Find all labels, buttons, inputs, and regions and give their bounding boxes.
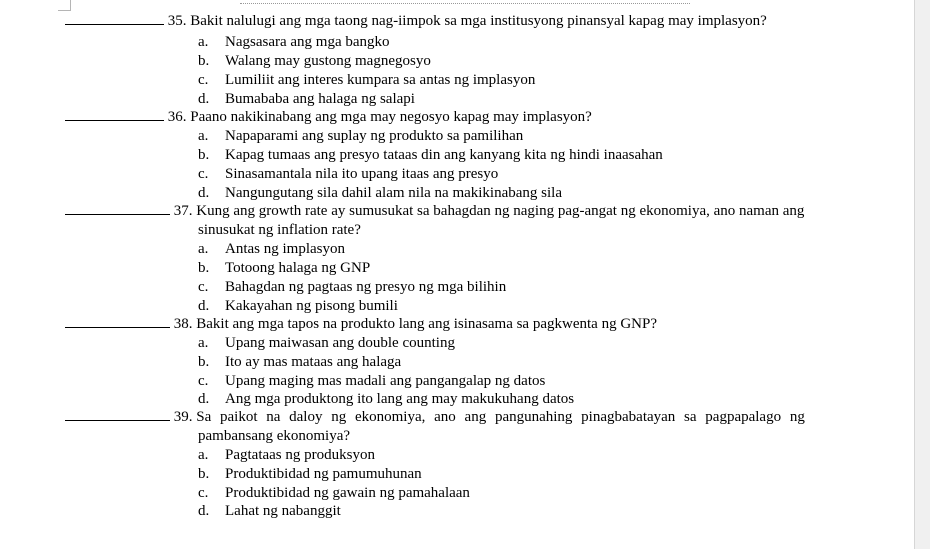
question-text: Bakit nalulugi ang mga taong nag-iimpok sa mga institusyong pinansyal kapag may implasyon? (190, 13, 767, 29)
option-letter: b. (198, 53, 210, 69)
option-letter: a. (198, 128, 209, 144)
option-letter: d. (198, 298, 210, 314)
option-36d (198, 184, 562, 202)
question-35 (65, 12, 767, 30)
option-letter: a. (198, 241, 209, 257)
option-text: Upang maiwasan ang double counting (225, 335, 455, 351)
option-text: Bumababa ang halaga ng salapi (225, 91, 415, 107)
option-letter: d. (198, 503, 210, 519)
option-letter: d. (198, 91, 210, 107)
option-38b (198, 353, 401, 371)
question-text: Paano nakikinabang ang mga may negosyo kapag may implasyon? (190, 109, 592, 125)
option-text: Napaparami ang suplay ng produkto sa pamilihan (225, 128, 524, 144)
option-letter: c. (198, 72, 209, 88)
option-text: Nangungutang sila dahil alam nila na makikinabang sila (225, 185, 562, 201)
option-letter: b. (198, 466, 210, 482)
option-text: Produktibidad ng gawain ng pamahalaan (225, 485, 470, 501)
option-letter: b. (198, 260, 210, 276)
option-39a (198, 446, 375, 464)
question-text: Sa paikot na daloy ng ekonomiya, ano ang pangunahing pinagbabatayan sa pagpapalago ng (196, 409, 805, 425)
option-letter: c. (198, 485, 209, 501)
option-35a (198, 33, 390, 51)
option-text: Nagsasara ang mga bangko (225, 34, 390, 50)
question-37-continuation: sinusukat ng inflation rate? (198, 222, 361, 238)
option-letter: a. (198, 34, 209, 50)
option-text: Produktibidad ng pamumuhunan (225, 466, 422, 482)
option-text: Lahat ng nabanggit (225, 503, 341, 519)
option-38d (198, 390, 574, 408)
option-letter: c. (198, 373, 209, 389)
option-35c (198, 71, 535, 89)
question-number: 35. (167, 13, 187, 29)
option-text: Pagtataas ng produksyon (225, 447, 375, 463)
option-39d (198, 502, 341, 520)
question-text: Kung ang growth rate ay sumusukat sa bahagdan ng naging pag-angat ng ekonomiya, ano naman ang (196, 203, 805, 219)
margin-corner-marker (58, 0, 71, 11)
option-37a (198, 240, 345, 258)
question-39 (65, 408, 860, 426)
answer-blank-39[interactable] (65, 408, 170, 421)
option-text: Ito ay mas mataas ang halaga (225, 354, 402, 370)
option-letter: a. (198, 447, 209, 463)
option-letter: c. (198, 166, 209, 182)
question-38 (65, 315, 657, 333)
option-36a (198, 127, 523, 145)
question-37 (65, 202, 804, 220)
option-39b (198, 465, 422, 483)
question-text: Bakit ang mga tapos na produkto lang ang isinasama sa pagkwenta ng GNP? (196, 316, 657, 332)
option-letter: a. (198, 335, 209, 351)
previous-line-fragment (240, 3, 690, 6)
option-letter: b. (198, 147, 210, 163)
option-text: Totoong halaga ng GNP (225, 260, 371, 276)
vertical-scrollbar[interactable] (914, 0, 930, 549)
option-text: Walang may gustong magnegosyo (225, 53, 431, 69)
question-number: 36. (167, 109, 187, 125)
answer-blank-35[interactable] (65, 12, 164, 25)
option-38c (198, 372, 545, 390)
question-36 (65, 108, 592, 126)
option-text: Sinasamantala nila ito upang itaas ang presyo (225, 166, 499, 182)
option-36b (198, 146, 663, 164)
question-39-continuation: pambansang ekonomiya? (198, 428, 351, 444)
answer-blank-37[interactable] (65, 202, 170, 215)
option-text: Upang maging mas madali ang pangangalap ng datos (225, 373, 546, 389)
option-38a (198, 334, 455, 352)
option-letter: c. (198, 279, 209, 295)
question-number: 39. (173, 409, 193, 425)
option-text: Ang mga produktong ito lang ang may makukuhang datos (225, 391, 575, 407)
option-39c (198, 484, 470, 502)
option-35d (198, 90, 415, 108)
option-letter: b. (198, 354, 210, 370)
option-37c (198, 278, 506, 296)
answer-blank-38[interactable] (65, 315, 170, 328)
option-text: Kakayahan ng pisong bumili (225, 298, 398, 314)
option-letter: d. (198, 391, 210, 407)
option-35b (198, 52, 431, 70)
option-letter: d. (198, 185, 210, 201)
option-text: Antas ng implasyon (225, 241, 345, 257)
answer-blank-36[interactable] (65, 108, 164, 121)
option-text: Bahagdan ng pagtaas ng presyo ng mga bilihin (225, 279, 507, 295)
option-37b (198, 259, 370, 277)
option-text: Kapag tumaas ang presyo tataas din ang kanyang kita ng hindi inaasahan (225, 147, 663, 163)
question-number: 37. (173, 203, 193, 219)
option-36c (198, 165, 498, 183)
option-text: Lumiliit ang interes kumpara sa antas ng implasyon (225, 72, 536, 88)
question-number: 38. (173, 316, 193, 332)
option-37d (198, 297, 398, 315)
